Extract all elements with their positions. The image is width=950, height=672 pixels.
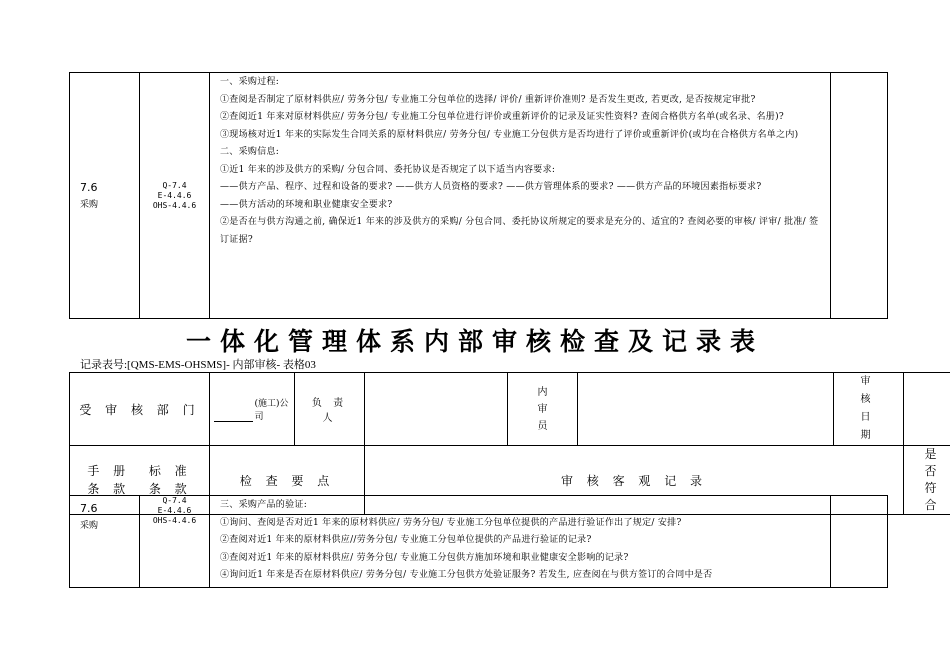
conformity-header: 是否符合	[904, 446, 950, 515]
check-line: ①近1 年来的涉及供方的采购/ 分包合同、委托协议是否规定了以下适当内容要求:	[220, 164, 556, 175]
check-line: ③现场核对近1 年来的实际发生合同关系的原材料供应/ 劳务分包/ 专业施工分包供方是否均进行了评价或重新评价(或均在合格供方名单之内)	[220, 129, 799, 140]
responsible-value[interactable]	[365, 373, 508, 446]
objective-record-header: 审 核 客 观 记 录	[365, 446, 904, 515]
clause-number: 7.6	[80, 502, 98, 515]
clause-label: 采购	[80, 521, 99, 531]
header-table	[69, 372, 950, 515]
manual-clause-cell	[70, 496, 140, 588]
check-line: 二、采购信息:	[220, 147, 280, 157]
check-points-cell	[210, 496, 831, 588]
check-line: ③查阅对近1 年来的原材料供应/ 劳务分包/ 专业施工分包供方施加环境和职业健康安全影响的记录?	[220, 552, 629, 563]
check-line: ——供方活动的环境和职业健康安全要求?	[220, 199, 393, 210]
check-line: ——供方产品、程序、过程和设备的要求? ——供方人员资格的要求? ——供方管理体系的要求? ——供方产品的环境因素指标要求?	[220, 182, 762, 192]
check-line: 三、采购产品的验证:	[220, 500, 308, 510]
company-field[interactable]	[210, 373, 295, 446]
check-line: 一、采购过程:	[220, 77, 280, 87]
page-title: 一体化管理体系内部审核检查及记录表	[185, 327, 764, 356]
check-line: ①询问、查阅是否对近1 年来的原材料供应/ 劳务分包/ 专业施工分包单位提供的产品进行验证作出了规定/ 安排?	[220, 517, 682, 528]
standard-clause-header: 标 准 条 款	[148, 464, 192, 496]
internal-auditor-label: 内 审 员	[508, 373, 578, 446]
standard-q: Q-7.4	[162, 180, 187, 190]
clause-label: 采购	[80, 200, 99, 210]
internal-auditor-value[interactable]	[578, 373, 834, 446]
standard-q: Q-7.4	[162, 496, 187, 505]
standard-ohs: OHS-4.4.6	[152, 516, 197, 525]
standard-clause-cell	[140, 496, 210, 588]
audit-date-value[interactable]	[904, 373, 950, 446]
check-points-header: 检 查 要 点	[210, 446, 365, 515]
top-continuation-table	[69, 72, 888, 319]
clause-number: 7.6	[80, 181, 98, 194]
check-line: ②查阅近1 年来对原材料供应/ 劳务分包/ 专业施工分包单位进行评价或重新评价的记录及证实性资料? 查阅合格供方名单(或名录、名册)?	[220, 112, 785, 122]
check-line: ②查阅对近1 年来的原材料供应//劳务分包/ 专业施工分包单位提供的产品进行验证的记录?	[220, 535, 592, 545]
standard-clause-cell	[140, 73, 210, 319]
audit-date-label: 审 核 日 期	[834, 373, 904, 446]
check-line: ④询问近1 年来是否在原材料供应/ 劳务分包/ 专业施工分包供方处验证服务? 若发生, 应查阅在与供方签订的合同中是否	[220, 570, 713, 580]
responsible-label: 负 责 人	[295, 373, 365, 446]
manual-clause-header: 手 册 条 款	[87, 464, 131, 496]
company-suffix: (施工)公司	[254, 399, 289, 422]
conformity-cell	[831, 496, 888, 588]
standard-e: E-4.4.6	[157, 190, 192, 200]
check-line: ②是否在与供方沟通之前, 确保近1 年来的涉及供方的采购/ 分包合同、委托协议所规定的要求是充分的、适宜的? 查阅必要的审核/ 评审/ 批准/ 签订证据?	[220, 217, 819, 245]
bottom-content-table	[69, 495, 888, 588]
record-number: 记录表号:[QMS-EMS-OHSMS]- 内部审核- 表格03	[80, 359, 316, 371]
standard-ohs: OHS-4.4.6	[152, 200, 197, 210]
audited-dept-label: 受 审 核 部 门	[70, 373, 210, 446]
standard-e: E-4.4.6	[157, 506, 192, 515]
check-line: ①查阅是否制定了原材料供应/ 劳务分包/ 专业施工分包单位的选择/ 评价/ 重新评价准则? 是否发生更改, 若更改, 是否按规定审批?	[220, 94, 756, 105]
conformity-cell	[831, 73, 888, 319]
manual-clause-cell	[70, 73, 140, 319]
check-points-cell	[210, 73, 831, 319]
